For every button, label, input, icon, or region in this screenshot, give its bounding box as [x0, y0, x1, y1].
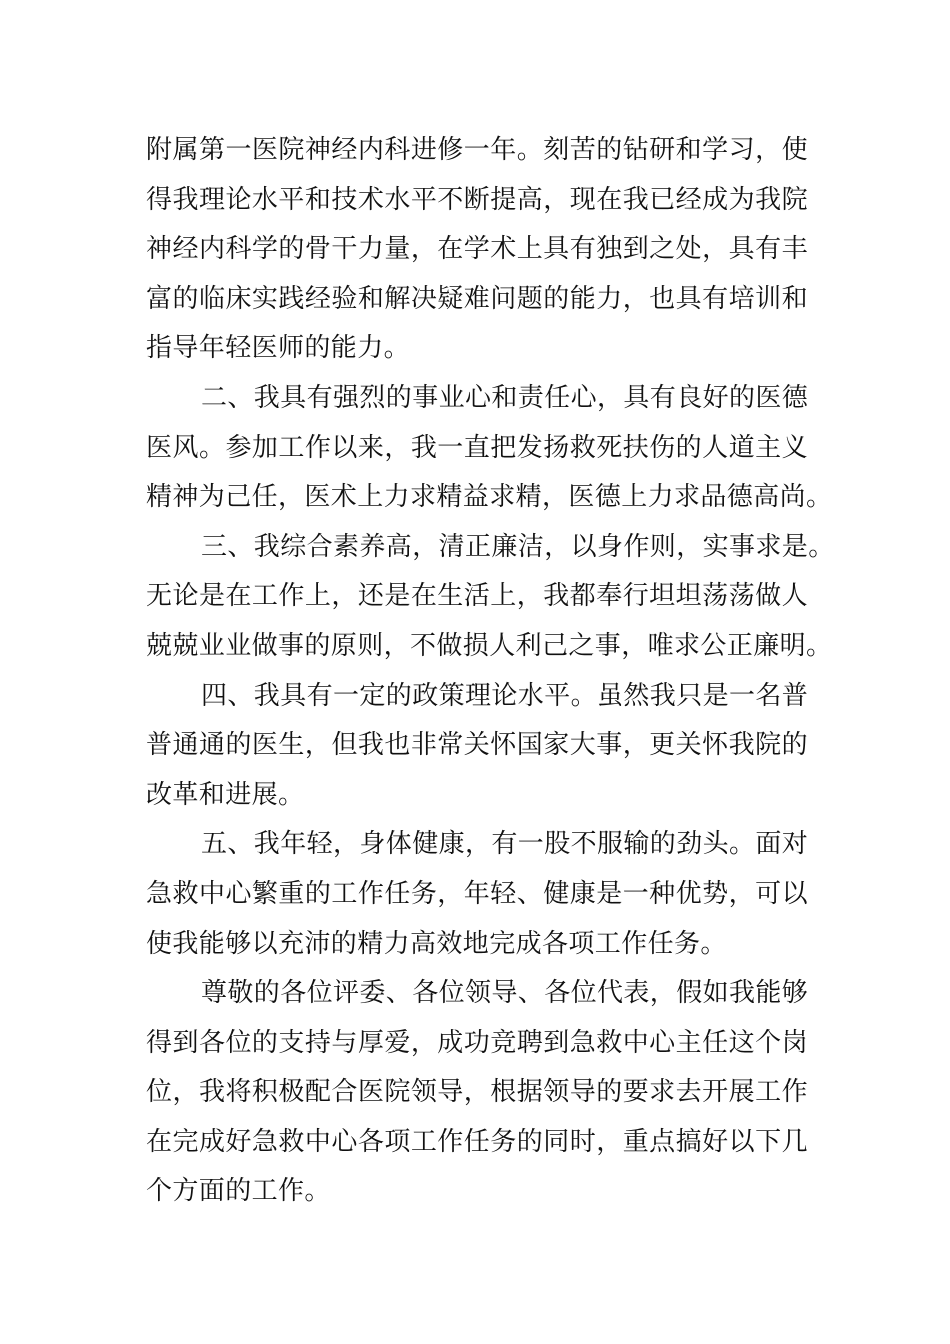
text-line: 在完成好急救中心各项工作任务的同时，重点搞好以下几	[146, 1126, 808, 1157]
text-line: 个方面的工作。	[146, 1176, 331, 1207]
text-line: 精神为己任，医术上力求精益求精，医德上力求品德高尚。	[146, 482, 833, 513]
text-line: 附属第一医院神经内科进修一年。刻苦的钻研和学习，使	[146, 135, 808, 165]
paragraph-start-line: 三、我综合素养高，清正廉洁，以身作则，实事求是。	[201, 531, 835, 562]
text-line: 医风。参加工作以来，我一直把发扬救死扶伤的人道主义	[146, 432, 808, 463]
text-line: 改革和进展。	[146, 779, 305, 810]
text-line: 富的临床实践经验和解决疑难问题的能力，也具有培训和	[146, 283, 808, 314]
body-text	[146, 126, 835, 1217]
text-line: 得我理论水平和技术水平不断提高，现在我已经成为我院	[146, 184, 808, 215]
text-line: 得到各位的支持与厚爱，成功竞聘到急救中心主任这个岗	[146, 1027, 808, 1058]
text-line: 位，我将积极配合医院领导，根据领导的要求去开展工作	[146, 1077, 808, 1108]
text-line: 急救中心繁重的工作任务，年轻、健康是一种优势，可以	[146, 878, 808, 909]
text-line: 指导年轻医师的能力。	[146, 333, 411, 364]
paragraph-start-line: 二、我具有强烈的事业心和责任心，具有良好的医德	[201, 382, 809, 413]
text-line: 普通通的医生，但我也非常关怀国家大事，更关怀我院的	[146, 730, 808, 761]
text-line: 兢兢业业做事的原则，不做损人利己之事，唯求公正廉明。	[146, 630, 833, 661]
paragraph-start-line: 五、我年轻，身体健康，有一股不服输的劲头。面对	[201, 829, 809, 860]
text-line: 使我能够以充沛的精力高效地完成各项工作任务。	[146, 928, 727, 959]
paragraph-start-line: 四、我具有一定的政策理论水平。虽然我只是一名普	[201, 680, 809, 711]
text-line: 神经内科学的骨干力量，在学术上具有独到之处，具有丰	[146, 234, 808, 265]
text-line: 无论是在工作上，还是在生活上，我都奉行坦坦荡荡做人	[146, 581, 808, 612]
paragraph-start-line: 尊敬的各位评委、各位领导、各位代表，假如我能够	[201, 978, 809, 1009]
